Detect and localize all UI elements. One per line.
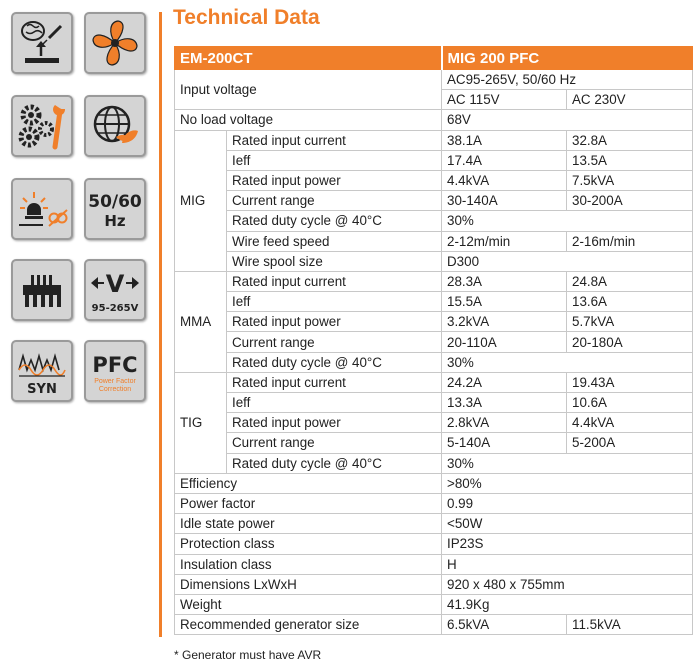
cell-value: 13.6A [567,292,693,312]
row-label: Rated input current [227,372,442,392]
gears-wrench-icon [11,95,73,157]
syn-label: SYN [27,382,57,397]
table-row [175,615,693,635]
cell-value: 19.43A [567,372,693,392]
table-row [175,372,693,392]
group-label-mma: MMA [175,271,227,372]
cell-value: 5-140A [442,433,567,453]
frequency-unit: Hz [104,212,126,230]
frequency-value: 50/60 [88,192,142,212]
cell-value: IP23S [442,534,693,554]
page-title: Technical Data [173,6,320,29]
cell-value: 38.1A [442,130,567,150]
row-label: Rated input power [227,413,442,433]
table-row [175,594,693,614]
row-label: Current range [227,191,442,211]
row-label: Wire feed speed [227,231,442,251]
synergic-waveform-icon [11,340,73,402]
cell-value: AC 115V [442,90,567,110]
model-name: EM-200CT [175,47,442,70]
table-row [175,453,693,473]
cell-value: 30% [442,453,693,473]
cell-value: 68V [442,110,693,130]
row-label: Rated duty cycle @ 40°C [227,211,442,231]
row-label: Current range [227,332,442,352]
cell-value: 32.8A [567,130,693,150]
cell-value: 5.7kVA [567,312,693,332]
row-label: Protection class [175,534,442,554]
cell-value: 4.4kVA [442,170,567,190]
row-label: Dimensions LxWxH [175,574,442,594]
footnote: * Generator must have AVR [174,648,322,662]
pfc-sub-1: Power Factor [94,378,136,385]
cell-value: 2.8kVA [442,413,567,433]
product-name: MIG 200 PFC [442,47,693,70]
cell-value: 10.6A [567,393,693,413]
cell-value: 20-110A [442,332,567,352]
input-voltage-range: AC95-265V, 50/60 Hz [442,70,693,90]
cell-value: 28.3A [442,271,567,291]
row-label: Rated input power [227,170,442,190]
cell-value: 30-140A [442,191,567,211]
cell-value: 30-200A [567,191,693,211]
table-row [175,312,693,332]
cell-value: 0.99 [442,493,693,513]
row-label: Wire spool size [227,251,442,271]
row-label: Input voltage [175,70,442,110]
welding-brain-icon [11,12,73,74]
table-row [175,110,693,130]
row-label: Rated duty cycle @ 40°C [227,453,442,473]
table-row [175,191,693,211]
voltage-range-icon [84,259,146,321]
globe-leaf-icon [84,95,146,157]
cell-value: 17.4A [442,150,567,170]
cell-value: <50W [442,514,693,534]
table-row [175,70,693,90]
row-label: Recommended generator size [175,615,442,635]
row-label: Ieff [227,393,442,413]
table-row [175,433,693,453]
cell-value: >80% [442,473,693,493]
cell-value: D300 [442,251,693,271]
table-row [175,554,693,574]
cell-value: 20-180A [567,332,693,352]
table-row [175,251,693,271]
frequency-icon [84,178,146,240]
cell-value: 30% [442,211,693,231]
table-row [175,130,693,150]
cell-value: 2-12m/min [442,231,567,251]
cell-value: 4.4kVA [567,413,693,433]
row-label: Ieff [227,292,442,312]
cell-value: 41.9Kg [442,594,693,614]
table-row [175,292,693,312]
row-label: Current range [227,433,442,453]
cell-value: 13.3A [442,393,567,413]
table-row [175,473,693,493]
cell-value: 15.5A [442,292,567,312]
row-label: Rated duty cycle @ 40°C [227,352,442,372]
row-label: Insulation class [175,554,442,574]
row-label: Rated input current [227,271,442,291]
row-label: Power factor [175,493,442,513]
cell-value: 3.2kVA [442,312,567,332]
table-row [175,231,693,251]
table-header-row [175,47,693,70]
group-label-mig: MIG [175,130,227,271]
power-module-icon [11,259,73,321]
cell-value: AC 230V [567,90,693,110]
row-label: Idle state power [175,514,442,534]
row-label: Weight [175,594,442,614]
table-row [175,393,693,413]
row-label: Rated input current [227,130,442,150]
table-row [175,413,693,433]
pfc-label: PFC [92,353,138,377]
fan-icon [84,12,146,74]
table-row [175,514,693,534]
row-label: No load voltage [175,110,442,130]
pfc-icon [84,340,146,402]
cell-value: 7.5kVA [567,170,693,190]
table-row [175,271,693,291]
cell-value: H [442,554,693,574]
table-row [175,493,693,513]
cell-value: 24.2A [442,372,567,392]
table-row [175,150,693,170]
voltage-symbol: V [105,270,125,298]
cell-value: 24.8A [567,271,693,291]
table-row [175,170,693,190]
cell-value: 30% [442,352,693,372]
table-row [175,352,693,372]
technical-data-table [174,46,693,635]
cell-value: 920 x 480 x 755mm [442,574,693,594]
table-row [175,211,693,231]
overheat-warning-icon [11,178,73,240]
pfc-sub-2: Correction [98,386,132,393]
table-row [175,534,693,554]
orange-divider [159,12,162,637]
cell-value: 11.5kVA [567,615,693,635]
row-label: Ieff [227,150,442,170]
cell-value: 6.5kVA [442,615,567,635]
cell-value: 2-16m/min [567,231,693,251]
table-row [175,574,693,594]
cell-value: 5-200A [567,433,693,453]
cell-value: 13.5A [567,150,693,170]
row-label: Efficiency [175,473,442,493]
group-label-tig: TIG [175,372,227,473]
voltage-range-label: 95-265V [91,303,139,314]
feature-icons-sidebar [0,0,160,664]
table-row [175,332,693,352]
row-label: Rated input power [227,312,442,332]
